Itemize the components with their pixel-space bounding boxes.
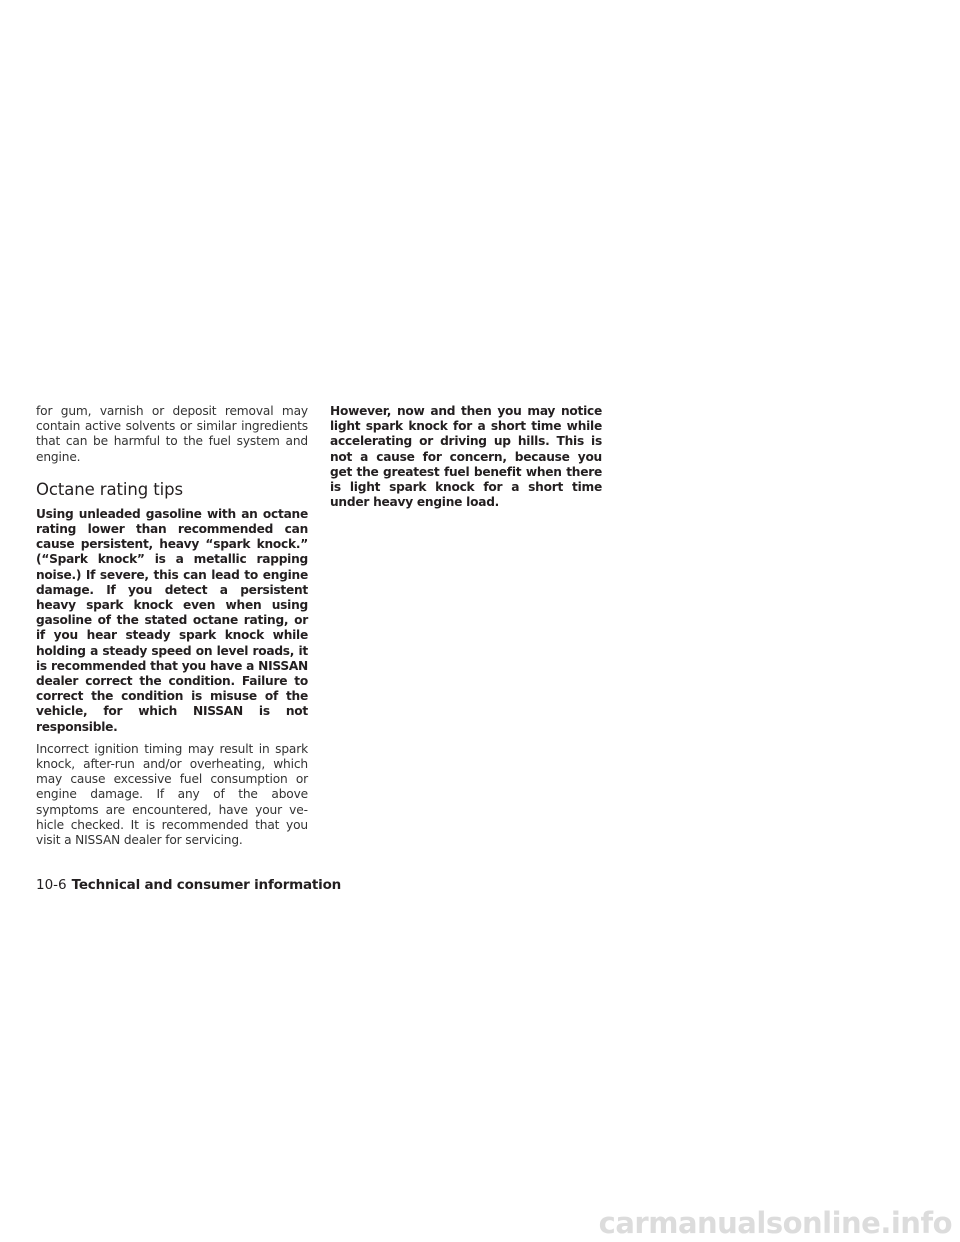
left-column (36, 404, 308, 848)
intro-paragraph: for gum, varnish or deposit removal may contain active solvents or similar ingredients that can be harmful to the fuel system and engine. (36, 404, 308, 464)
section-heading: Octane rating tips (36, 479, 183, 499)
right-column (330, 404, 602, 510)
page-number: 10-6 (36, 877, 67, 893)
page-footer (36, 876, 341, 894)
timing-paragraph: Incorrect ignition timing may result in spark knock, after-run and/or overheating, which may cause excessive fuel consumption or engine damage. If any of the above symptoms are encountered, have your vehicle checked. It is recommended that you visit a NISSAN dealer for servicing. (36, 741, 308, 848)
warning-paragraph: Using unleaded gasoline with an octane rating lower than recommended can cause persistent, heavy “spark knock.” (“Spark knock” is a metallic rapping noise.) If severe, this can lead to engine damage. If you detect a persistent heavy spark knock even when using gasoline of the stated octane rating, or if you hear steady spark knock while holding a steady speed on level roads, it is recommended that you have a NISSAN dealer correct the condition. Failure to correct the condition is misuse of the vehicle, for which NISSAN is not responsible. (36, 506, 308, 734)
notice-paragraph: However, now and then you may notice light spark knock for a short time while accelerating or driving up hills. This is not a cause for concern, because you get the greatest fuel benefit when there is light spark knock for a short time under heavy engine load. (330, 404, 602, 510)
section-title: Technical and consumer information (71, 877, 342, 893)
watermark: carmanualsonline.info (598, 1206, 952, 1240)
